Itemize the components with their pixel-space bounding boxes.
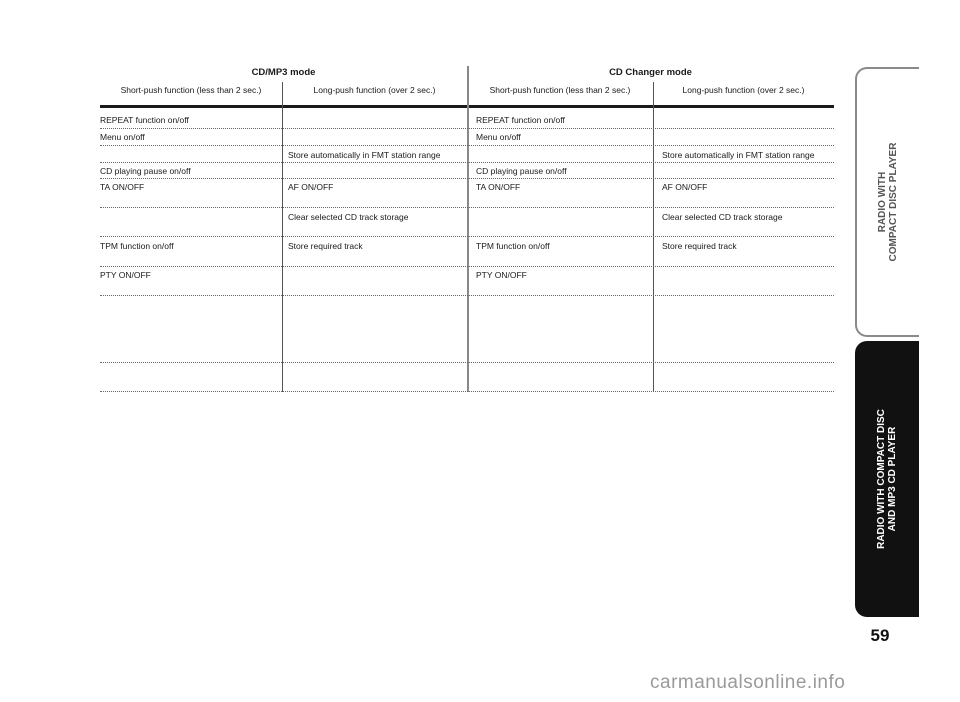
row-divider xyxy=(100,128,834,129)
table-cell: Store required track xyxy=(288,241,363,251)
table-cell: TA ON/OFF xyxy=(100,182,145,192)
row-divider xyxy=(100,266,834,267)
table-cell: AF ON/OFF xyxy=(288,182,334,192)
column-header: Long-push function (over 2 sec.) xyxy=(313,85,436,95)
table-cell: Clear selected CD track storage xyxy=(288,212,409,222)
section-tab-label: RADIO WITH COMPACT DISC PLAYER xyxy=(877,142,899,262)
mode-title-cd-changer: CD Changer mode xyxy=(609,67,692,78)
row-divider xyxy=(100,295,834,296)
table-cell: Menu on/off xyxy=(100,132,145,142)
table-cell: TA ON/OFF xyxy=(476,182,521,192)
section-tab-radio-cd-mp3[interactable] xyxy=(855,341,919,617)
watermark: carmanualsonline.info xyxy=(650,672,846,693)
table-cell: CD playing pause on/off xyxy=(476,166,567,176)
table-cell: Store automatically in FMT station range xyxy=(662,150,815,160)
row-divider xyxy=(100,362,834,363)
row-divider xyxy=(100,391,834,392)
table-cell: PTY ON/OFF xyxy=(476,270,527,280)
table-cell: REPEAT function on/off xyxy=(476,115,565,125)
mode-divider xyxy=(467,66,469,392)
table-cell: Menu on/off xyxy=(476,132,521,142)
row-divider xyxy=(100,162,834,163)
column-header: Long-push function (over 2 sec.) xyxy=(682,85,805,95)
table-cell: Store required track xyxy=(662,241,737,251)
column-header: Short-push function (less than 2 sec.) xyxy=(489,85,631,95)
column-header: Short-push function (less than 2 sec.) xyxy=(120,85,262,95)
section-tab-radio-cd[interactable] xyxy=(855,67,919,337)
table-cell: CD playing pause on/off xyxy=(100,166,191,176)
table-cell: TPM function on/off xyxy=(100,241,174,251)
function-table xyxy=(100,0,834,400)
row-divider xyxy=(100,178,834,179)
row-divider xyxy=(100,207,834,208)
table-cell: AF ON/OFF xyxy=(662,182,708,192)
table-cell: REPEAT function on/off xyxy=(100,115,189,125)
table-cell: Clear selected CD track storage xyxy=(662,212,783,222)
row-divider xyxy=(100,236,834,237)
section-tab-label: RADIO WITH COMPACT DISC AND MP3 CD PLAYER xyxy=(876,409,898,549)
mode-title-cd-mp3: CD/MP3 mode xyxy=(251,67,316,78)
table-cell: PTY ON/OFF xyxy=(100,270,151,280)
table-cell: Store automatically in FMT station range xyxy=(288,150,441,160)
page-number: 59 xyxy=(870,626,890,645)
table-cell: TPM function on/off xyxy=(476,241,550,251)
row-divider xyxy=(100,145,834,146)
